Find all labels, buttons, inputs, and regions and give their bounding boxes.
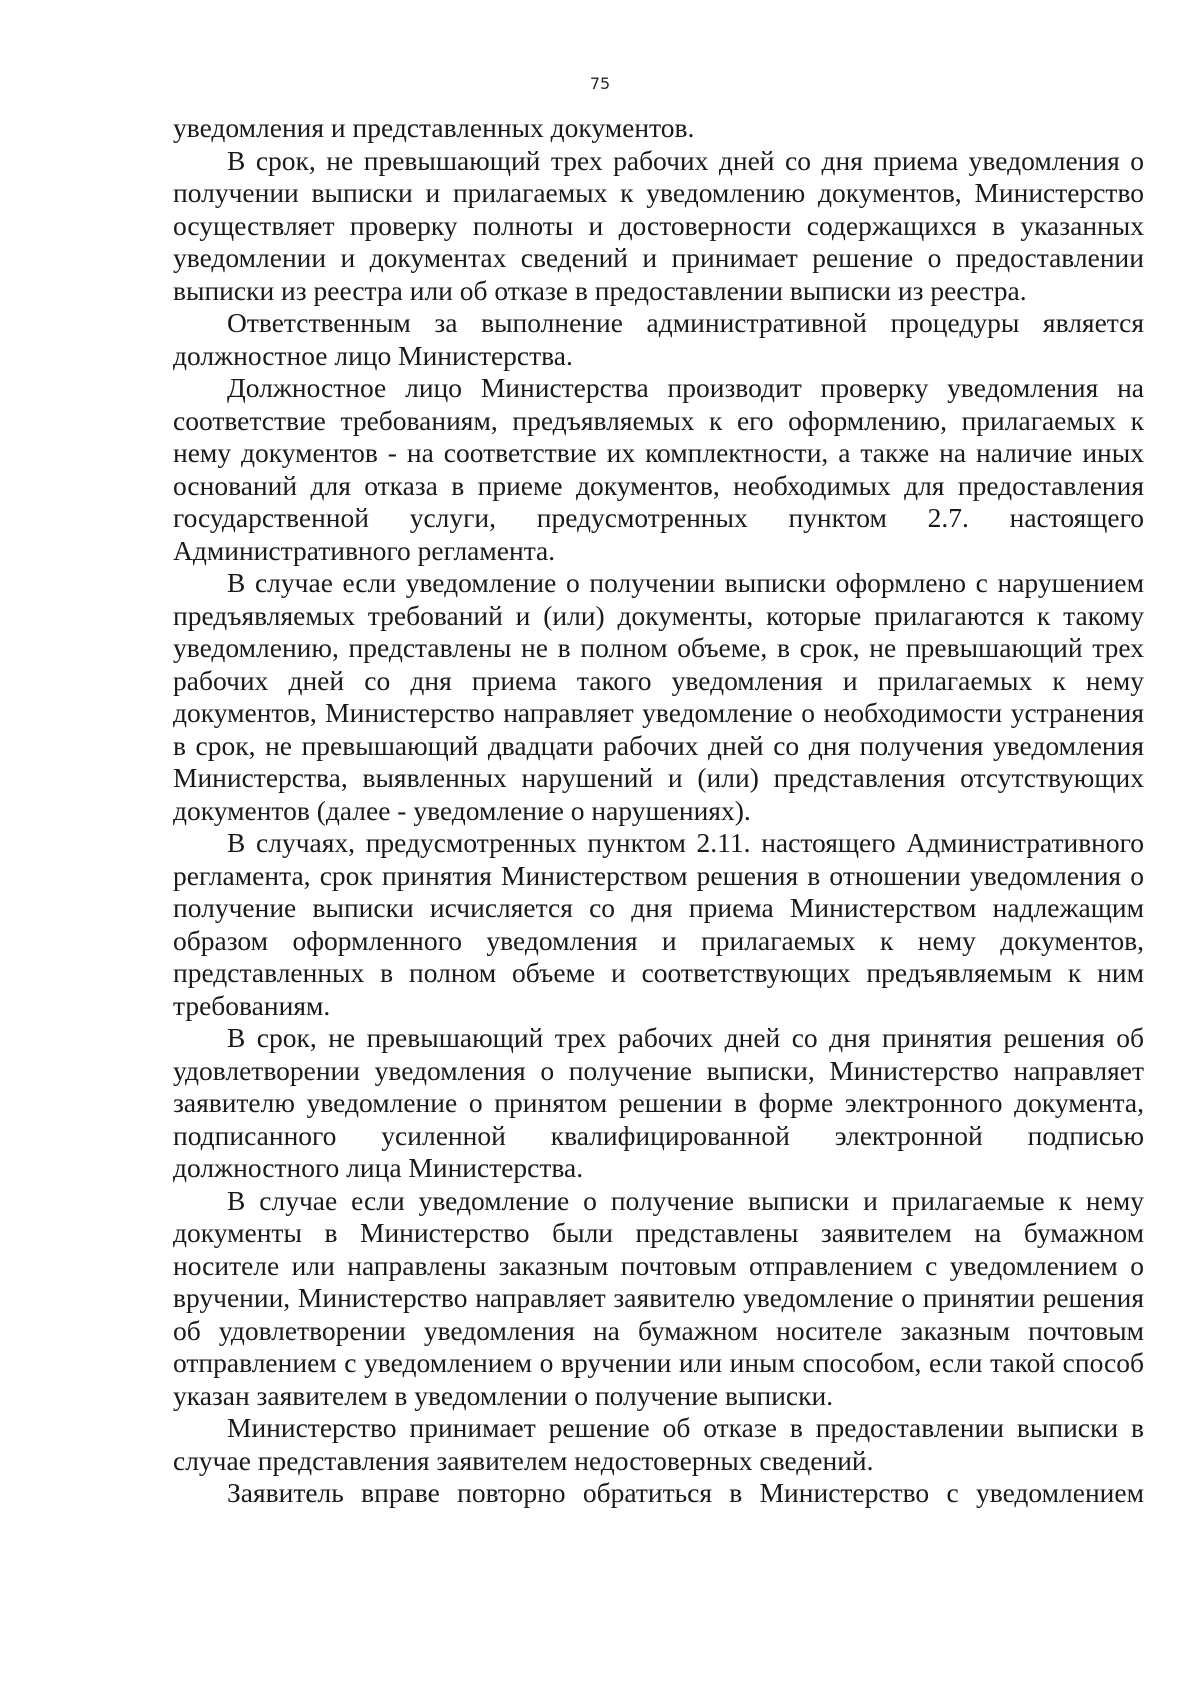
paragraph: Должностное лицо Министерства производит проверку уведомления на соответствие требованиям, предъявляемых к его оформлению, прилагаемых к нему документов - на соответствие их комплектности, а также на наличие иных оснований для отказа в приеме документов, необходимых для предоставления государственной услуги, предусмотренных пунктом 2.7. настоящего Административного регламента. xyxy=(173,372,1144,566)
paragraph-continued: уведомления и представленных документов. xyxy=(173,112,695,143)
document-body xyxy=(173,112,1144,1510)
paragraph: В случае если уведомление о получении выписки оформлено с нарушением предъявляемых требований и (или) документы, которые прилагаются к такому уведомлению, представлены не в полном объеме, в срок, не превышающий трех рабочих дней со дня приема такого уведомления и прилагаемых к нему документов, Министерство направляет уведомление о необходимости устранения в срок, не превышающий двадцати рабочих дней со дня получения уведомления Министерства, выявленных нарушений и (или) представления отсутствующих документов (далее - уведомление о нарушениях). xyxy=(173,567,1144,826)
paragraph-truncated: Заявитель вправе повторно обратиться в Министерство с уведомлением xyxy=(227,1477,1144,1508)
paragraph: В случае если уведомление о получение выписки и прилагаемые к нему документы в Министерство были представлены заявителем на бумажном носителе или направлены заказным почтовым отправлением с уведомлением о вручении, Министерство направляет заявителю уведомление о принятии решения об удовлетворении уведомления на бумажном носителе заказным почтовым отправлением с уведомлением о вручении или иным способом, если такой способ указан заявителем в уведомлении о получение выписки. xyxy=(173,1184,1144,1411)
paragraph: Министерство принимает решение об отказе в предоставлении выписки в случае представления заявителем недостоверных сведений. xyxy=(173,1412,1144,1476)
paragraph: В срок, не превышающий трех рабочих дней со дня принятия решения об удовлетворении уведомления о получение выписки, Министерство направляет заявителю уведомление о принятом решении в форме электронного документа, подписанного усиленной квалифицированной электронной подписью должностного лица Министерства. xyxy=(173,1022,1144,1183)
paragraph: В срок, не превышающий трех рабочих дней со дня приема уведомления о получении выписки и прилагаемых к уведомлению документов, Министерство осуществляет проверку полноты и достоверности содержащихся в указанных уведомлении и документах сведений и принимает решение о предоставлении выписки из реестра или об отказе в предоставлении выписки из реестра. xyxy=(173,144,1144,306)
page-number: 75 xyxy=(589,74,611,93)
paragraph: В случаях, предусмотренных пунктом 2.11. настоящего Административного регламента, срок принятия Министерством решения в отношении уведомления о получение выписки исчисляется со дня приема Министерством надлежащим образом оформленного уведомления и прилагаемых к нему документов, представленных в полном объеме и соответствующих предъявляемым к ним требованиям. xyxy=(173,827,1144,1021)
paragraph: Ответственным за выполнение административной процедуры является должностное лицо Министерства. xyxy=(173,307,1144,371)
